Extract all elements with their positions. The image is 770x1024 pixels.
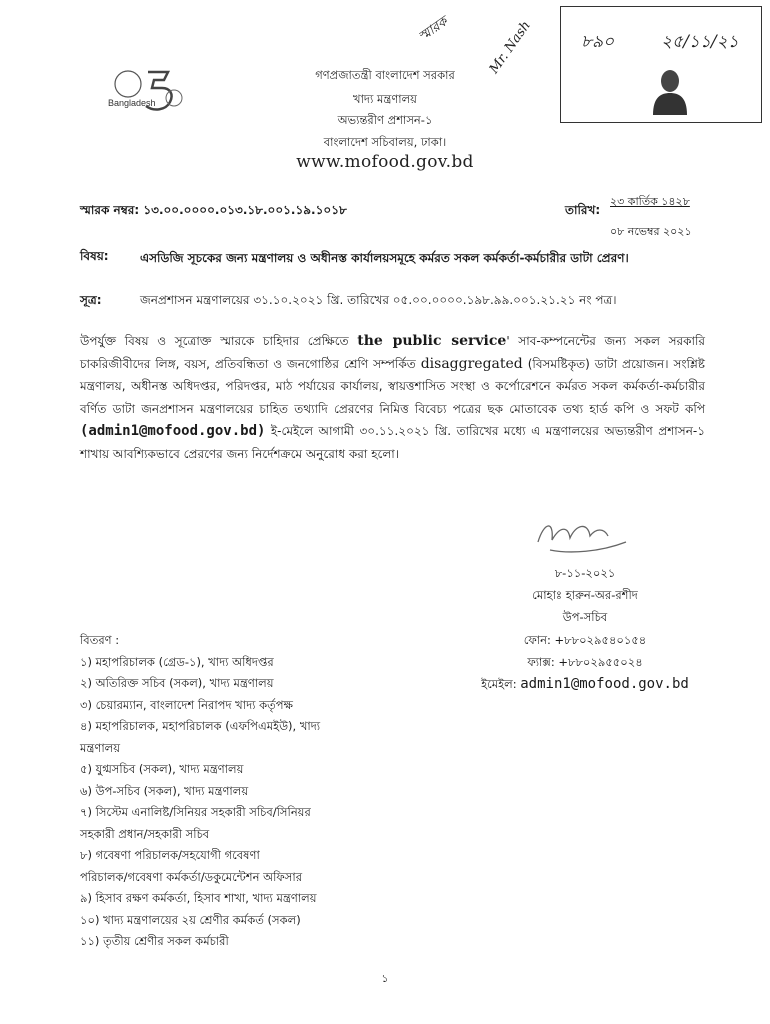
- logo-label: Bangladesh: [108, 98, 156, 108]
- stamp-date: ২৫/১১/২১: [661, 32, 739, 52]
- body-part-3: (বিসমষ্টিকৃত) ডাটা প্রয়োজন। সংশ্লিষ্ট মন্ত্রণালয়, অধীনস্ত অধিদপ্তর, পরিদপ্তর, মাঠ পর্যায়ের কার্যালয়, স্বায়ত্তশাসিত সংস্থা ও কর্পোরেশনে কর্মরত সকল কর্মকর্তা-কর্মচারীর বর্ণিত ডাটা জনপ্রশাসন মন্ত্রণালয়ের চাহিত তথ্যাদি প্রেরণের নিমিত্ত বিবেচ্য পত্রের ছক মোতাবেক তথ্য হার্ড কপি ও সফট কপি: [80, 356, 705, 416]
- distribution-list: [80, 630, 400, 953]
- reference-text: জনপ্রশাসন মন্ত্রণালয়ের ৩১.১০.২০২১ খ্রি. তারিখের ০৫.০০.০০০০.১৯৮.৯৯.০০১.২১.২১ নং পত্র।: [140, 293, 617, 307]
- list-item: পরিচালক/গবেষণা কর্মকর্তা/ডকুমেন্টেশন অফিসার: [80, 869, 303, 884]
- list-item: ৪) মহাপরিচালক, মহাপরিচালক (এফপিএমইউ), খাদ্য: [80, 719, 321, 733]
- subject-label: বিষয়:: [80, 249, 109, 263]
- list-item: ৬) উপ-সচিব (সকল), খাদ্য মন্ত্রণালয়: [80, 783, 249, 798]
- reference-label: সূত্র:: [80, 293, 102, 307]
- govt-name: গণপ্রজাতন্ত্রী বাংলাদেশ সরকার: [315, 68, 455, 82]
- body-email[interactable]: (admin1@mofood.gov.bd): [80, 423, 266, 439]
- list-item: মন্ত্রণালয়: [80, 740, 121, 755]
- signature-scribble: [530, 512, 640, 557]
- page-number: ১: [381, 972, 389, 985]
- website-link[interactable]: www.mofood.gov.bd: [296, 152, 474, 172]
- list-item: ১০) খাদ্য মন্ত্রণালয়ের ২য় শ্রেণীর কর্মকর্ত (সকল): [80, 912, 301, 927]
- signatory-fax: ফ্যাক্স: +৮৮০২৯৫৫০২৪: [527, 655, 643, 669]
- signatory-email[interactable]: admin1@mofood.gov.bd: [520, 676, 689, 692]
- list-item: ৭) সিস্টেম এনালিষ্ট/সিনিয়র সহকারী সচিব/সিনিয়র: [80, 805, 311, 819]
- email-label: ইমেইল:: [481, 677, 517, 691]
- wing-name: অভ্যন্তরীণ প্রশাসন-১: [337, 113, 433, 127]
- list-item: সহকারী প্রধান/সহকারী সচিব: [80, 826, 210, 841]
- list-item: ১১) তৃতীয় শ্রেণীর সকল কর্মচারী: [80, 934, 229, 948]
- stamp-number: ৮৯০: [581, 32, 615, 52]
- body-part-1: উপর্যুক্ত বিষয় ও সূত্রোক্ত স্মারকে চাহিদার প্রেক্ষিতে: [80, 334, 358, 348]
- signatory-phone: ফোন: +৮৮০২৯৫৪০১৫৪: [523, 633, 647, 647]
- memo-label: স্মারক নম্বর:: [80, 203, 140, 217]
- body-service: the public service: [357, 333, 507, 349]
- list-item: ৮) গবেষণা পরিচালক/সহযোগী গবেষণা: [80, 848, 260, 862]
- subject-text: এসডিজি সূচকের জন্য মন্ত্রণালয় ও অধীনস্ত কার্যালয়সমূহে কর্মরত সকল কর্মকর্তা-কর্মচারীর ডাটা প্রেরণ।: [140, 251, 629, 265]
- date-label: তারিখ:: [565, 203, 601, 217]
- portrait-icon: [649, 67, 691, 115]
- handwritten-note-1: স্মারক: [416, 14, 451, 45]
- list-item: ৩) চেয়ারম্যান, বাংলাদেশ নিরাপদ খাদ্য কর্তৃপক্ষ: [80, 697, 293, 712]
- body-disaggregated: disaggregated: [420, 355, 523, 372]
- signature-date: ৮-১১-২০২১: [554, 566, 616, 580]
- distribution-title: বিতরণ :: [80, 633, 120, 647]
- ministry-name: খাদ্য মন্ত্রণালয়: [353, 92, 417, 106]
- body-part-4: ই-মেইলে আগামী ৩০.১১.২০২১ খ্রি. তারিখের মধ্যে এ মন্ত্রণালয়ের অভ্যন্তরীণ প্রশাসন-১ শাখায় আবশ্যিকভাবে প্রেরণের জন্য নির্দেশক্রমে অনুরোধ করা হলো।: [80, 424, 705, 461]
- list-item: ৫) যুগ্মসচিব (সকল), খাদ্য মন্ত্রণালয়: [80, 762, 244, 776]
- signatory-name: মোহাঃ হারুন-অর-রশীদ: [532, 588, 638, 602]
- signatory-email-row: [455, 674, 715, 696]
- received-stamp: [560, 6, 762, 123]
- memo-number: ১৩.০০.০০০০.০১৩.১৮.০০১.১৯.১০১৮: [143, 203, 347, 217]
- handwritten-note-2: Mr. Nash: [486, 18, 534, 77]
- body-part-2: ' সাব-কম্পনেন্টের জন্য সকল সরকারি চাকরিজীবীদের লিঙ্গ, বয়স, প্রতিবন্ধিতা ও জনগোষ্ঠির শ্রেণি সম্পর্কিত: [80, 334, 706, 371]
- list-item: ২) অতিরিক্ত সচিব (সকল), খাদ্য মন্ত্রণালয়: [80, 676, 274, 690]
- signatory-designation: উপ-সচিব: [562, 610, 608, 624]
- body-paragraph: [80, 330, 705, 465]
- date-english: ০৮ নভেম্বর ২০২১: [610, 225, 692, 238]
- list-item: ৯) হিসাব রক্ষণ কর্মকর্তা, হিসাব শাখা, খাদ্য মন্ত্রণালয়: [80, 891, 317, 905]
- memo-number-row: [80, 202, 347, 218]
- office-place: বাংলাদেশ সচিবালয়, ঢাকা।: [323, 135, 447, 149]
- date-bangla: ২৩ কার্তিক ১৪২৮: [610, 195, 690, 208]
- list-item: ১) মহাপরিচালক (গ্রেড-১), খাদ্য অধিদপ্তর: [80, 654, 274, 669]
